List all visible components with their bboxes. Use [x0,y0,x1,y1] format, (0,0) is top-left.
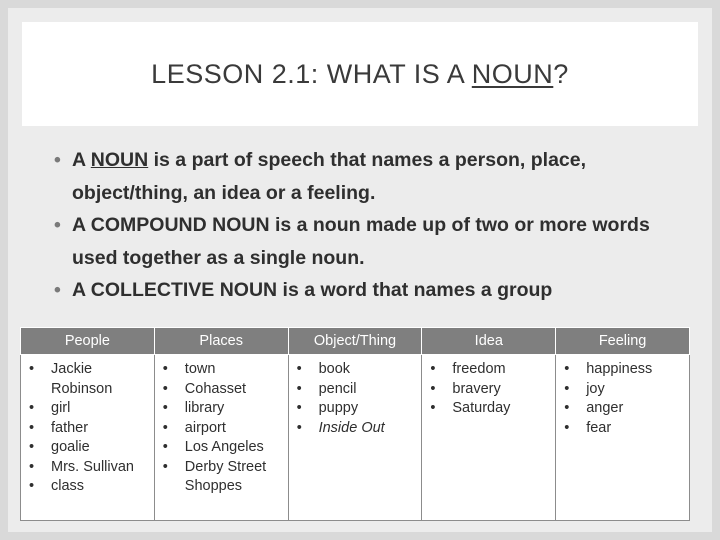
list-item: • joy [556,380,685,400]
header-idea: Idea [422,328,556,355]
list-item: • freedom [422,360,551,380]
list-item: • pencil [289,380,418,400]
definition-collective-noun [54,274,694,307]
list-item: • anger [556,399,685,419]
header-people: People [21,328,155,355]
list-item: • fear [556,419,685,439]
list-item: • goalie [21,438,150,458]
column-feeling [556,355,690,521]
list-item: • Los Angeles [155,438,284,458]
list-item: • Jackie Robinson [21,360,150,399]
header-object-thing: Object/Thing [288,328,422,355]
table-header-row [21,328,690,355]
title-suffix: ? [553,58,569,89]
title-prefix: LESSON 2.1: WHAT IS A [151,58,472,89]
definition-compound-text: A COMPOUND NOUN is a noun made up of two or more words used together as a single noun. [72,214,650,269]
definition-noun-term: NOUN [90,149,149,171]
list-item: • puppy [289,399,418,419]
definition-compound-noun [54,209,694,274]
bullet-icon: • [54,214,61,236]
list-item: • Cohasset [155,380,284,400]
definition-collective-text: A COLLECTIVE NOUN is a word that names a group [72,279,553,301]
list-item: • airport [155,419,284,439]
header-places: Places [154,328,288,355]
definition-list [54,144,694,307]
definition-noun-lead: A [72,149,91,171]
title-box [22,22,698,126]
definition-noun-rest: is a part of speech that names a person, place, object/thing, an idea or a feeling. [72,149,587,204]
list-item: • class [21,477,150,497]
list-item: • Derby Street Shoppes [155,458,284,497]
list-item: • girl [21,399,150,419]
list-item: • Inside Out [289,419,418,439]
definition-noun [54,144,694,209]
column-object-thing [288,355,422,521]
list-item: • father [21,419,150,439]
list-item: • Saturday [422,399,551,419]
list-item: • bravery [422,380,551,400]
title-underlined-word: NOUN [471,58,554,89]
column-idea [422,355,556,521]
list-item: • happiness [556,360,685,380]
list-item: • town [155,360,284,380]
list-item: • book [289,360,418,380]
bullet-icon: • [54,149,61,171]
column-people [21,355,155,521]
header-feeling: Feeling [556,328,690,355]
list-item: • Mrs. Sullivan [21,458,150,478]
table-row [21,355,690,521]
list-item: • library [155,399,284,419]
column-places [154,355,288,521]
page-title [151,59,569,90]
bullet-icon: • [54,279,61,301]
noun-examples-table [20,327,690,521]
